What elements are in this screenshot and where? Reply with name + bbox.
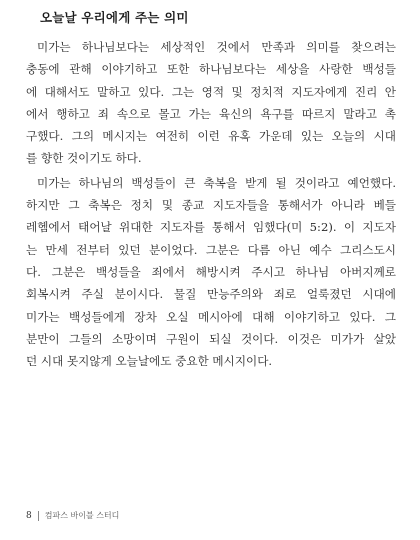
text-line: 를 향한 것이기도 하다.: [26, 151, 142, 166]
text-line: 레헴에서 태어날 위대한 지도자를 통해서 임했다(미 5:2). 이 지도자: [26, 220, 396, 235]
section-heading: 오늘날 우리에게 주는 의미: [40, 10, 189, 25]
text-line: 미가는 백성들에게 장차 오실 메시아에 대해 이야기하고 있다. 그: [26, 309, 396, 324]
text-line: 던 시대 못지않게 오늘날에도 중요한 메시지이다.: [26, 354, 273, 369]
footer-divider: [38, 511, 39, 521]
book-title: 컴파스 바이블 스터디: [44, 511, 120, 520]
text-line: 는 만세 전부터 있던 분이었다. 그분은 다름 아닌 예수 그리스도시: [26, 242, 396, 257]
text-line: 회복시켜 주실 분이시다. 물질 만능주의와 죄로 얼룩졌던 시대에: [26, 287, 396, 302]
text-line: 미가는 하나님보다는 세상적인 것에서 만족과 의미를 찾으려는: [37, 40, 396, 54]
text-line: 미가는 하나님의 백성들이 큰 축복을 받게 될 것이라고 예언했다.: [37, 175, 396, 190]
page-footer: [26, 510, 119, 521]
paragraph-1: [26, 36, 396, 170]
text-line: 하지만 그 축복은 정치 및 종교 지도자들을 통해서가 아니라 베들: [26, 198, 396, 213]
text-line: 에 대해서도 말하고 있다. 그는 영적 및 정치적 지도자에게 진리 안: [26, 84, 396, 99]
page-number: 8: [26, 510, 32, 521]
text-line: 분만이 그들의 소망이며 구원이 되실 것이다. 이것은 미가가 살았: [26, 331, 396, 346]
text-line: 에서 행하고 죄 속으로 몰고 가는 육신의 욕구를 따르지 말라고 촉: [26, 106, 396, 121]
text-line: 구했다. 그의 메시지는 여전히 이런 유혹 가운데 있는 오늘의 시대: [26, 129, 396, 144]
body-text: [26, 36, 396, 374]
text-line: 다. 그분은 백성들을 죄에서 해방시켜 주시고 하나님 아버지께로: [26, 264, 396, 279]
text-line: 충동에 관해 이야기하고 또한 하나님보다는 세상을 사랑한 백성들: [26, 62, 396, 77]
paragraph-2: [26, 172, 396, 373]
